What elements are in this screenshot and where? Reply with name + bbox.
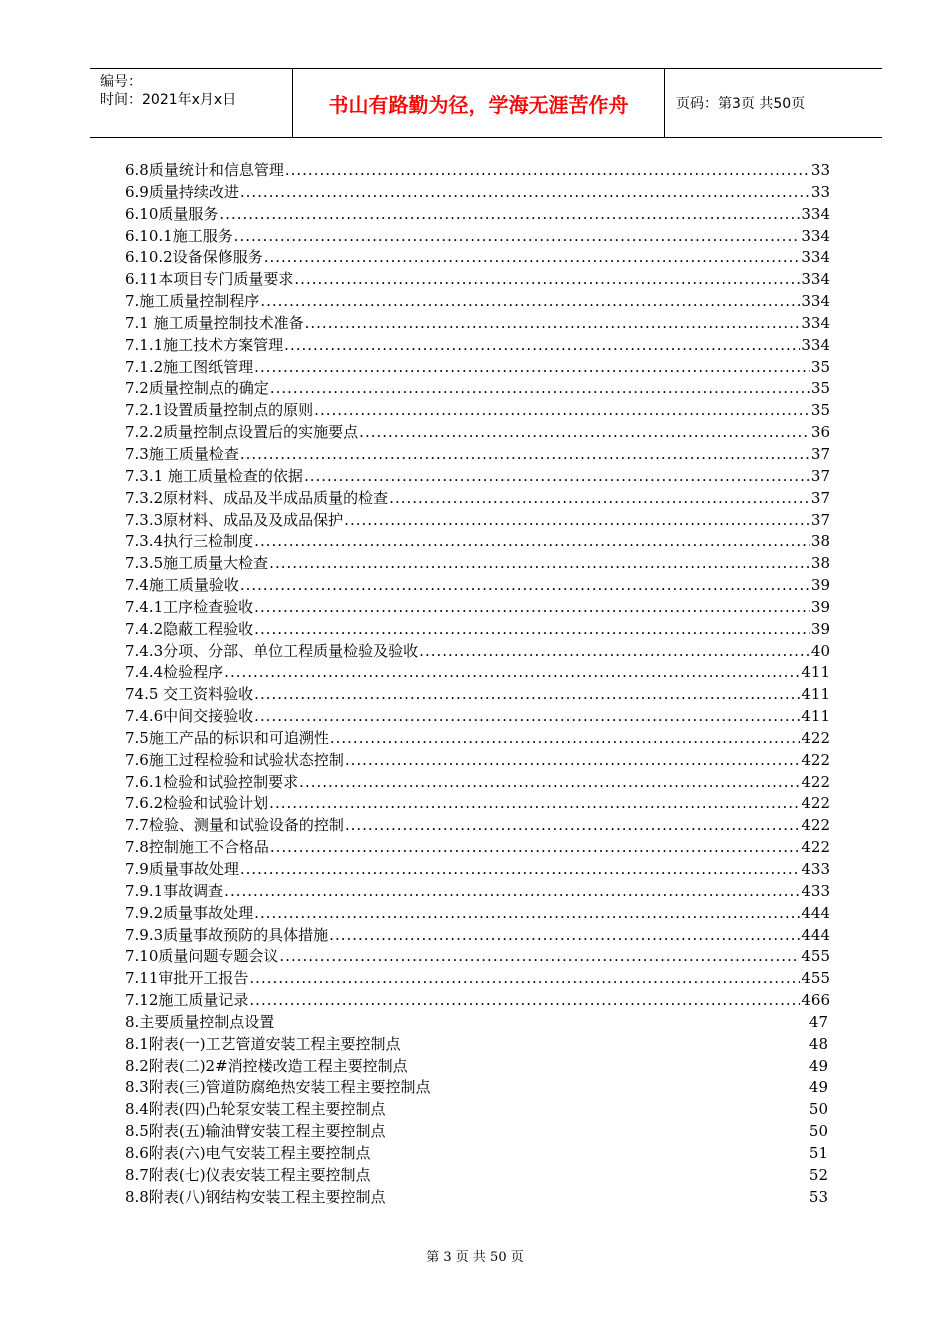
- toc-entry-title: 7.4.2隐蔽工程验收: [125, 619, 254, 638]
- toc-entry: [125, 182, 830, 204]
- toc-entry: [125, 553, 830, 575]
- toc-entry-title: 7.9.2质量事故处理: [125, 903, 254, 922]
- toc-entry-page: 422: [801, 838, 830, 857]
- toc-entry-page: 47: [808, 1012, 828, 1031]
- toc-entry-title: 74.5 交工资料验收: [125, 685, 254, 704]
- toc-entry-title: 7.1.1施工技术方案管理: [125, 335, 284, 354]
- toc-leader-dots: [419, 641, 810, 663]
- toc-entry-title: 7.3.1 施工质量检查的依据: [125, 466, 303, 485]
- toc-entry-title: 7.6.1检验和试验控制要求: [125, 772, 299, 791]
- toc-entry-page: 50: [808, 1100, 828, 1119]
- toc-entry-page: 49: [808, 1056, 828, 1075]
- page-info: 页码：第3页 共50页: [676, 96, 806, 112]
- toc-entry-title: 8.5附表(五)输油臂安装工程主要控制点: [125, 1122, 386, 1141]
- toc-entry-page: 444: [801, 903, 830, 922]
- toc-leader-dots: [345, 815, 801, 837]
- toc-entry: [125, 772, 830, 794]
- toc-entry-title: 7.8控制施工不合格品: [125, 838, 269, 857]
- toc-entry: [125, 444, 830, 466]
- toc-entry: [125, 968, 830, 990]
- toc-entry-page: 49: [808, 1078, 828, 1097]
- toc-leader-dots: [224, 881, 800, 903]
- toc-entry: [125, 990, 830, 1012]
- toc-entry-page: 334: [801, 248, 830, 267]
- toc-entry-page: 411: [801, 707, 830, 726]
- toc-entry-title: 6.9质量持续改进: [125, 182, 239, 201]
- toc-entry-page: 38: [810, 554, 830, 573]
- toc-entry-page: 422: [801, 772, 830, 791]
- toc-entry-page: 411: [801, 685, 830, 704]
- table-of-contents: [125, 160, 830, 1209]
- toc-leader-dots: [264, 247, 801, 269]
- toc-entry: [125, 1165, 830, 1187]
- toc-entry-page: 411: [801, 663, 830, 682]
- toc-entry: [125, 859, 830, 881]
- toc-entry-title: 8.2附表(二)2#消控楼改造工程主要控制点: [125, 1056, 408, 1075]
- toc-leader-dots: [269, 793, 800, 815]
- toc-leader-dots: [389, 488, 810, 510]
- toc-entry: [125, 1143, 830, 1165]
- toc-entry: [125, 510, 830, 532]
- toc-entry-title: 6.10.1施工服务: [125, 226, 233, 245]
- toc-entry-title: 7.3施工质量检查: [125, 444, 239, 463]
- toc-entry-title: 7.10质量问题专题会议: [125, 947, 279, 966]
- toc-entry-title: 7.2质量控制点的确定: [125, 379, 269, 398]
- toc-leader-dots: [254, 597, 810, 619]
- toc-entry-title: 7.6.2检验和试验计划: [125, 794, 269, 813]
- toc-entry: [125, 881, 830, 903]
- toc-leader-dots: [330, 728, 801, 750]
- toc-leader-dots: [254, 357, 810, 379]
- toc-entry-title: 7.4施工质量验收: [125, 576, 239, 595]
- toc-entry-page: 334: [801, 204, 830, 223]
- toc-entry-title: 7.12施工质量记录: [125, 991, 249, 1010]
- toc-entry: [125, 1012, 830, 1034]
- toc-entry-page: 433: [801, 860, 830, 878]
- toc-entry-title: 7.3.4执行三检制度: [125, 532, 254, 551]
- toc-entry-title: 7.11审批开工报告: [125, 969, 249, 988]
- toc-entry-page: 466: [801, 991, 830, 1010]
- toc-entry-title: 7.2.2质量控制点设置后的实施要点: [125, 423, 359, 442]
- toc-leader-dots: [270, 378, 810, 400]
- number-label: 编号：: [100, 74, 142, 90]
- toc-entry: [125, 641, 830, 663]
- toc-entry: [125, 357, 830, 379]
- toc-entry-page: 422: [801, 794, 830, 813]
- toc-entry-title: 8.7附表(七)仪表安装工程主要控制点: [125, 1165, 371, 1184]
- toc-entry: [125, 1056, 830, 1078]
- toc-leader-dots: [254, 684, 800, 706]
- toc-entry: [125, 247, 830, 269]
- toc-leader-dots: [240, 182, 810, 204]
- toc-entry-page: 52: [808, 1165, 828, 1184]
- toc-entry: [125, 903, 830, 925]
- toc-entry: [125, 531, 830, 553]
- toc-entry-page: 51: [808, 1143, 828, 1162]
- toc-leader-dots: [249, 968, 800, 990]
- toc-entry: [125, 793, 830, 815]
- toc-entry: [125, 422, 830, 444]
- toc-entry: [125, 1099, 830, 1121]
- toc-entry-page: 334: [801, 292, 830, 311]
- toc-entry: [125, 728, 830, 750]
- toc-leader-dots: [254, 706, 800, 728]
- toc-entry-page: 40: [810, 641, 830, 660]
- toc-entry-page: 455: [801, 969, 830, 988]
- toc-entry-title: 7.3.5施工质量大检查: [125, 554, 269, 573]
- toc-entry-page: 455: [801, 947, 830, 966]
- toc-entry-page: 33: [810, 182, 830, 201]
- toc-entry-title: 7.6施工过程检验和试验状态控制: [125, 750, 344, 769]
- toc-leader-dots: [254, 531, 810, 553]
- toc-leader-dots: [304, 466, 810, 488]
- toc-entry-title: 6.11本项目专门质量要求: [125, 270, 294, 289]
- toc-leader-dots: [240, 859, 801, 881]
- toc-entry-title: 7.施工质量控制程序: [125, 292, 260, 311]
- toc-entry-page: 422: [801, 816, 830, 835]
- toc-entry: [125, 706, 830, 728]
- toc-entry-page: 38: [810, 532, 830, 551]
- toc-entry-page: 39: [810, 619, 830, 638]
- toc-leader-dots: [279, 946, 800, 968]
- toc-entry: [125, 466, 830, 488]
- page-header: [90, 68, 882, 138]
- toc-leader-dots: [254, 619, 810, 641]
- toc-entry: [125, 575, 830, 597]
- page-footer: 第 3 页 共 50 页: [426, 1250, 524, 1265]
- toc-entry: [125, 160, 830, 182]
- toc-entry: [125, 400, 830, 422]
- toc-entry: [125, 335, 830, 357]
- toc-entry-title: 7.4.4检验程序: [125, 663, 224, 682]
- toc-leader-dots: [260, 291, 800, 313]
- toc-entry-page: 35: [810, 401, 830, 420]
- toc-entry-page: 33: [810, 161, 830, 179]
- toc-entry: [125, 946, 830, 968]
- toc-entry: [125, 204, 830, 226]
- toc-entry-title: 8.8附表(八)钢结构安装工程主要控制点: [125, 1187, 386, 1206]
- toc-entry: [125, 1077, 830, 1099]
- header-meta-cell: [90, 69, 293, 137]
- toc-entry-title: 7.3.3原材料、成品及及成品保护: [125, 510, 344, 529]
- toc-entry: [125, 291, 830, 313]
- toc-entry-page: 37: [810, 466, 830, 485]
- toc-leader-dots: [299, 772, 800, 794]
- toc-entry-title: 7.9质量事故处理: [125, 860, 239, 878]
- toc-entry-page: 433: [801, 881, 830, 900]
- toc-entry-page: 50: [808, 1122, 828, 1141]
- toc-leader-dots: [269, 553, 810, 575]
- toc-entry-title: 7.3.2原材料、成品及半成品质量的检查: [125, 488, 389, 507]
- toc-entry-page: 35: [810, 357, 830, 376]
- toc-entry-title: 7.7检验、测量和试验设备的控制: [125, 816, 344, 835]
- toc-entry-page: 334: [801, 226, 830, 245]
- toc-leader-dots: [254, 903, 800, 925]
- toc-entry-page: 35: [810, 379, 830, 398]
- toc-entry-page: 334: [801, 335, 830, 354]
- toc-leader-dots: [270, 837, 801, 859]
- toc-entry-title: 7.1 施工质量控制技术准备: [125, 313, 304, 332]
- toc-leader-dots: [240, 575, 810, 597]
- toc-leader-dots: [345, 750, 801, 772]
- toc-entry-page: 334: [801, 270, 830, 289]
- toc-entry: [125, 269, 830, 291]
- toc-entry-page: 39: [810, 576, 830, 595]
- toc-leader-dots: [224, 662, 800, 684]
- toc-leader-dots: [294, 269, 800, 291]
- toc-entry: [125, 837, 830, 859]
- toc-leader-dots: [314, 400, 810, 422]
- toc-entry: [125, 1034, 830, 1056]
- toc-entry-title: 7.5施工产品的标识和可追溯性: [125, 728, 329, 747]
- toc-entry: [125, 313, 830, 335]
- toc-leader-dots: [344, 510, 810, 532]
- toc-entry-page: 37: [810, 444, 830, 463]
- time-label: 时间：2021年x月x日: [100, 92, 237, 108]
- toc-entry: [125, 750, 830, 772]
- toc-entry: [125, 488, 830, 510]
- toc-entry-page: 37: [810, 510, 830, 529]
- toc-entry-title: 7.4.1工序检查验收: [125, 597, 254, 616]
- toc-entry: [125, 1187, 830, 1209]
- toc-leader-dots: [234, 226, 801, 248]
- toc-entry-page: 53: [808, 1187, 828, 1206]
- toc-entry-title: 7.9.3质量事故预防的具体措施: [125, 925, 329, 944]
- toc-leader-dots: [305, 313, 801, 335]
- toc-entry-title: 6.10质量服务: [125, 204, 219, 223]
- toc-entry-page: 39: [810, 597, 830, 616]
- toc-entry: [125, 1121, 830, 1143]
- toc-entry-page: 37: [810, 488, 830, 507]
- toc-entry: [125, 597, 830, 619]
- toc-entry-title: 7.1.2施工图纸管理: [125, 357, 254, 376]
- toc-entry: [125, 815, 830, 837]
- toc-leader-dots: [240, 444, 810, 466]
- toc-entry-title: 8.6附表(六)电气安装工程主要控制点: [125, 1143, 371, 1162]
- toc-leader-dots: [359, 422, 810, 444]
- toc-entry-title: 8.3附表(三)管道防腐绝热安装工程主要控制点: [125, 1078, 431, 1097]
- toc-entry: [125, 378, 830, 400]
- motto: 书山有路勤为径，学海无涯苦作舟: [293, 69, 665, 137]
- toc-leader-dots: [219, 204, 800, 226]
- toc-entry-page: 422: [801, 750, 830, 769]
- toc-leader-dots: [249, 990, 800, 1012]
- toc-entry-page: 36: [810, 423, 830, 442]
- toc-entry-title: 8.4附表(四)凸轮泵安装工程主要控制点: [125, 1100, 386, 1119]
- toc-entry-title: 6.8质量统计和信息管理: [125, 161, 284, 179]
- toc-entry: [125, 226, 830, 248]
- toc-entry-page: 48: [808, 1034, 828, 1053]
- toc-entry-title: 7.4.6中间交接验收: [125, 707, 254, 726]
- toc-entry-page: 334: [801, 313, 830, 332]
- toc-entry: [125, 925, 830, 947]
- toc-entry-title: 7.2.1设置质量控制点的原则: [125, 401, 314, 420]
- toc-entry-title: 8.主要质量控制点设置: [125, 1012, 275, 1031]
- toc-leader-dots: [329, 925, 800, 947]
- toc-entry: [125, 662, 830, 684]
- toc-entry: [125, 684, 830, 706]
- toc-entry-title: 7.4.3分项、分部、单位工程质量检验及验收: [125, 641, 419, 660]
- toc-entry-title: 8.1附表(一)工艺管道安装工程主要控制点: [125, 1034, 401, 1053]
- toc-entry: [125, 619, 830, 641]
- toc-entry-page: 422: [801, 728, 830, 747]
- toc-leader-dots: [284, 335, 800, 357]
- toc-entry-page: 444: [801, 925, 830, 944]
- toc-entry-title: 7.9.1事故调查: [125, 881, 224, 900]
- toc-leader-dots: [285, 160, 810, 182]
- toc-entry-title: 6.10.2设备保修服务: [125, 248, 263, 267]
